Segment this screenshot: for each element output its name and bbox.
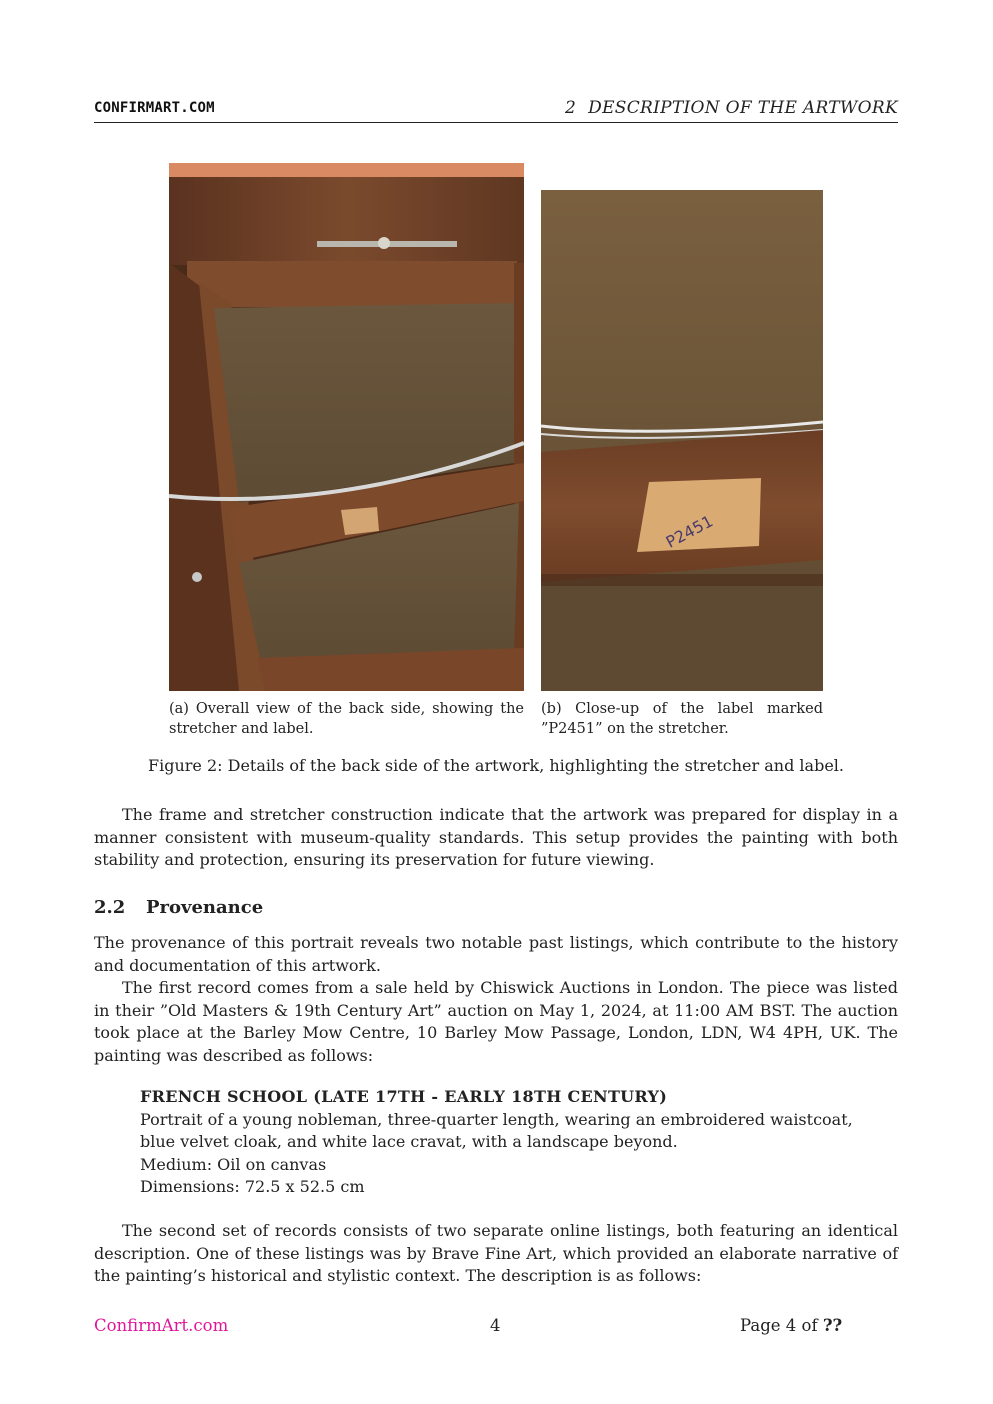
quote-title: FRENCH SCHOOL (LATE 17TH - EARLY 18TH CENTURY) <box>140 1087 668 1106</box>
photo-back-overall-image <box>169 163 524 691</box>
paragraph-first-record: The first record comes from a sale held by Chiswick Auctions in London. The piece was listed in their ”Old Masters & 19th Century Art” auction on May 1, 2024, at 11:00 AM BST. The auction took place at the Barley Mow Centre, 10 Barley Mow Passage, London, LDN, W4 4PH, UK. The painting was described as follows: <box>94 978 898 1065</box>
label-handwriting: P2451 <box>662 511 717 552</box>
section-name: DESCRIPTION OF THE ARTWORK <box>588 98 898 118</box>
subsection-number: 2.2 <box>94 897 126 918</box>
figure-caption: Figure 2: Details of the back side of the artwork, highlighting the stretcher and label. <box>147 756 844 775</box>
footer-page-count <box>740 1316 842 1335</box>
subfigure-caption-b: (b) Close-up of the label marked ”P2451” on the stretcher. <box>541 701 823 737</box>
paragraph-second-record: The second set of records consists of two separate online listings, both featuring an identical description. One of these listings was by Brave Fine Art, which provided an elaborate narrative of the painting’s historical and stylistic context. The description is as follows: <box>94 1221 898 1285</box>
section-number: 2 <box>565 98 577 118</box>
quote-medium: Medium: Oil on canvas <box>140 1154 327 1174</box>
subfigure-caption-a: (a) Overall view of the back side, showing the stretcher and label. <box>169 701 524 737</box>
running-header <box>94 96 898 123</box>
footer-site-link[interactable]: ConfirmArt.com <box>94 1316 229 1335</box>
photo-label-closeup <box>541 190 823 691</box>
auction-description-quote <box>140 1086 880 1199</box>
quote-line-1: Portrait of a young nobleman, three-quarter length, wearing an embroidered waistcoat, <box>140 1109 853 1129</box>
quote-line-2: blue velvet cloak, and white lace cravat, with a landscape beyond. <box>140 1132 678 1151</box>
subsection-title: Provenance <box>146 897 264 918</box>
footer-page-number: 4 <box>490 1316 501 1335</box>
photo-label-closeup-image <box>541 190 823 691</box>
photo-back-overall <box>169 163 524 691</box>
footer-page-total: ?? <box>822 1316 843 1335</box>
footer-page-prefix: Page 4 of <box>740 1316 818 1335</box>
quote-dimensions: Dimensions: 72.5 x 52.5 cm <box>140 1177 365 1196</box>
paragraph-frame-construction: The frame and stretcher construction indicate that the artwork was prepared for display in a manner consistent with museum-quality standards. This setup provides the painting with both stability and protection, ensuring its preservation for future viewing. <box>94 805 898 869</box>
confirmart-logo: CONFIRMART.COM <box>94 100 215 116</box>
running-section-title <box>565 98 898 118</box>
paragraph-provenance-intro: The provenance of this portrait reveals two notable past listings, which contribute to the history and documentation of this artwork. <box>94 933 898 975</box>
subsection-heading <box>94 897 263 918</box>
